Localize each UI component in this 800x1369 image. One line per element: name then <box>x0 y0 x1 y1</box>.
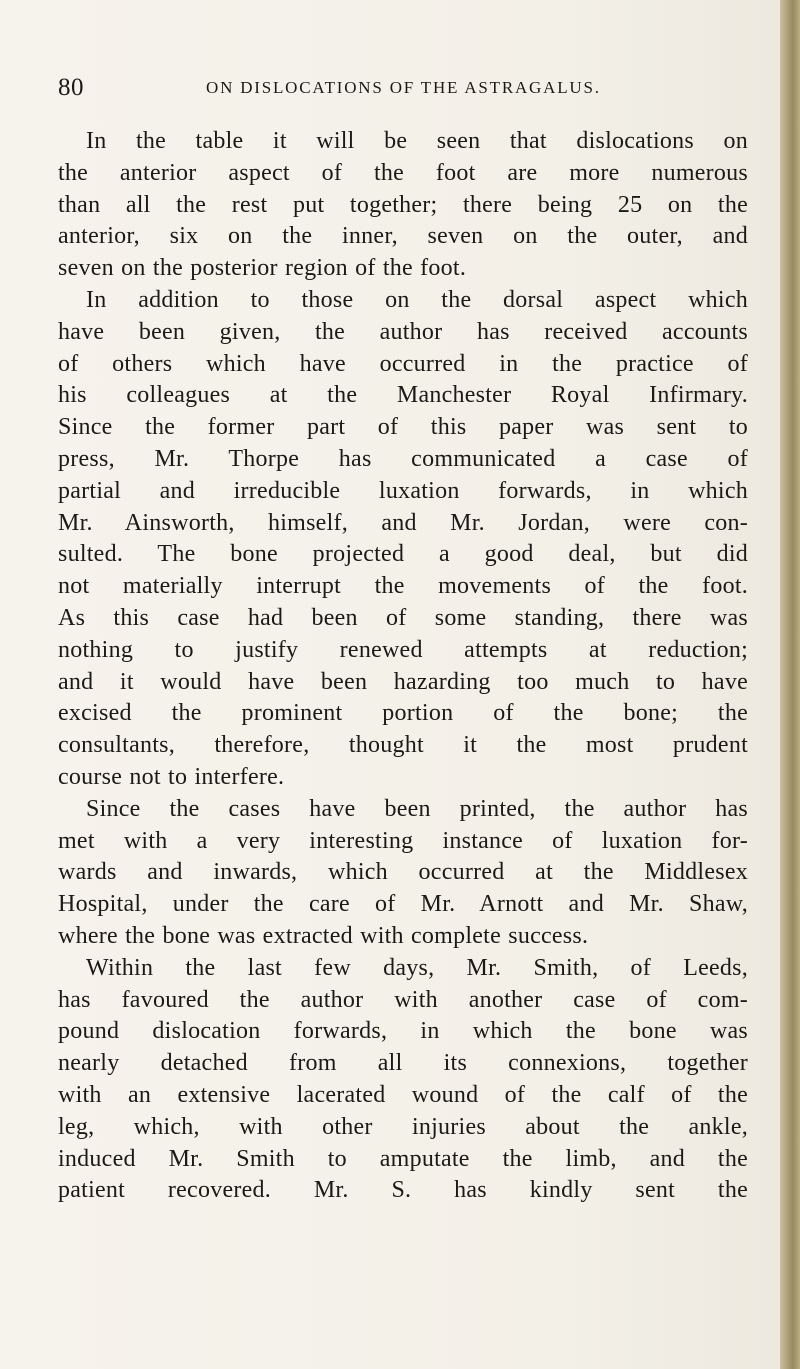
text-line: patient recovered. Mr. S. has kindly sent the <box>58 1177 748 1204</box>
text-line: course not to interfere. <box>58 763 285 790</box>
text-line: anterior, six on the inner, seven on the outer, and <box>58 223 748 250</box>
text-line: of others which have occurred in the practice of <box>58 350 748 377</box>
text-line: press, Mr. Thorpe has communicated a case of <box>58 445 748 472</box>
text-line: met with a very interesting instance of luxation for- <box>58 827 748 854</box>
text-line: In the table it will be seen that dislocations on <box>86 128 748 154</box>
text-line: Mr. Ainsworth, himself, and Mr. Jordan, were con- <box>58 509 748 536</box>
text-line: nearly detached from all its connexions, together <box>58 1050 748 1077</box>
text-line: seven on the posterior region of the foot. <box>58 255 467 282</box>
text-line: wards and inwards, which occurred at the Middlesex <box>58 859 748 886</box>
text-line: his colleagues at the Manchester Royal Infirmary. <box>58 382 748 409</box>
text-line: the anterior aspect of the foot are more numerous <box>58 159 748 186</box>
page-binding-edge <box>780 0 800 1369</box>
text-line: than all the rest put together; there being 25 on the <box>58 191 748 218</box>
text-line: consultants, therefore, thought it the most prudent <box>58 732 748 759</box>
body-text <box>58 126 748 1207</box>
text-line: As this case had been of some standing, there was <box>58 604 748 631</box>
text-line: Since the cases have been printed, the author has <box>86 795 748 822</box>
running-title: ON DISLOCATIONS OF THE ASTRAGALUS. <box>206 78 601 97</box>
text-line: induced Mr. Smith to amputate the limb, and the <box>58 1145 748 1172</box>
text-line: and it would have been hazarding too much to have <box>58 668 748 695</box>
text-line: has favoured the author with another case of com- <box>58 986 748 1013</box>
text-line: where the bone was extracted with complete success. <box>58 922 589 949</box>
text-line: Since the former part of this paper was sent to <box>58 414 748 441</box>
text-line: sulted. The bone projected a good deal, but did <box>58 541 748 568</box>
text-line: Hospital, under the care of Mr. Arnott and Mr. Shaw, <box>58 891 748 918</box>
text-line: partial and irreducible luxation forwards, in which <box>58 477 748 504</box>
text-line: nothing to justify renewed attempts at reduction; <box>58 636 748 663</box>
text-line: In addition to those on the dorsal aspect which <box>86 286 748 313</box>
page-header <box>58 74 748 106</box>
text-line: with an extensive lacerated wound of the calf of the <box>58 1081 748 1108</box>
text-line: Within the last few days, Mr. Smith, of Leeds, <box>86 954 748 981</box>
text-line: excised the prominent portion of the bone; the <box>58 700 748 727</box>
text-line: not materially interrupt the movements of the foot. <box>58 573 748 600</box>
text-line: have been given, the author has received accounts <box>58 318 748 345</box>
text-line: leg, which, with other injuries about the ankle, <box>58 1113 748 1140</box>
text-line: pound dislocation forwards, in which the bone was <box>58 1018 748 1045</box>
page-number: 80 <box>58 74 84 101</box>
